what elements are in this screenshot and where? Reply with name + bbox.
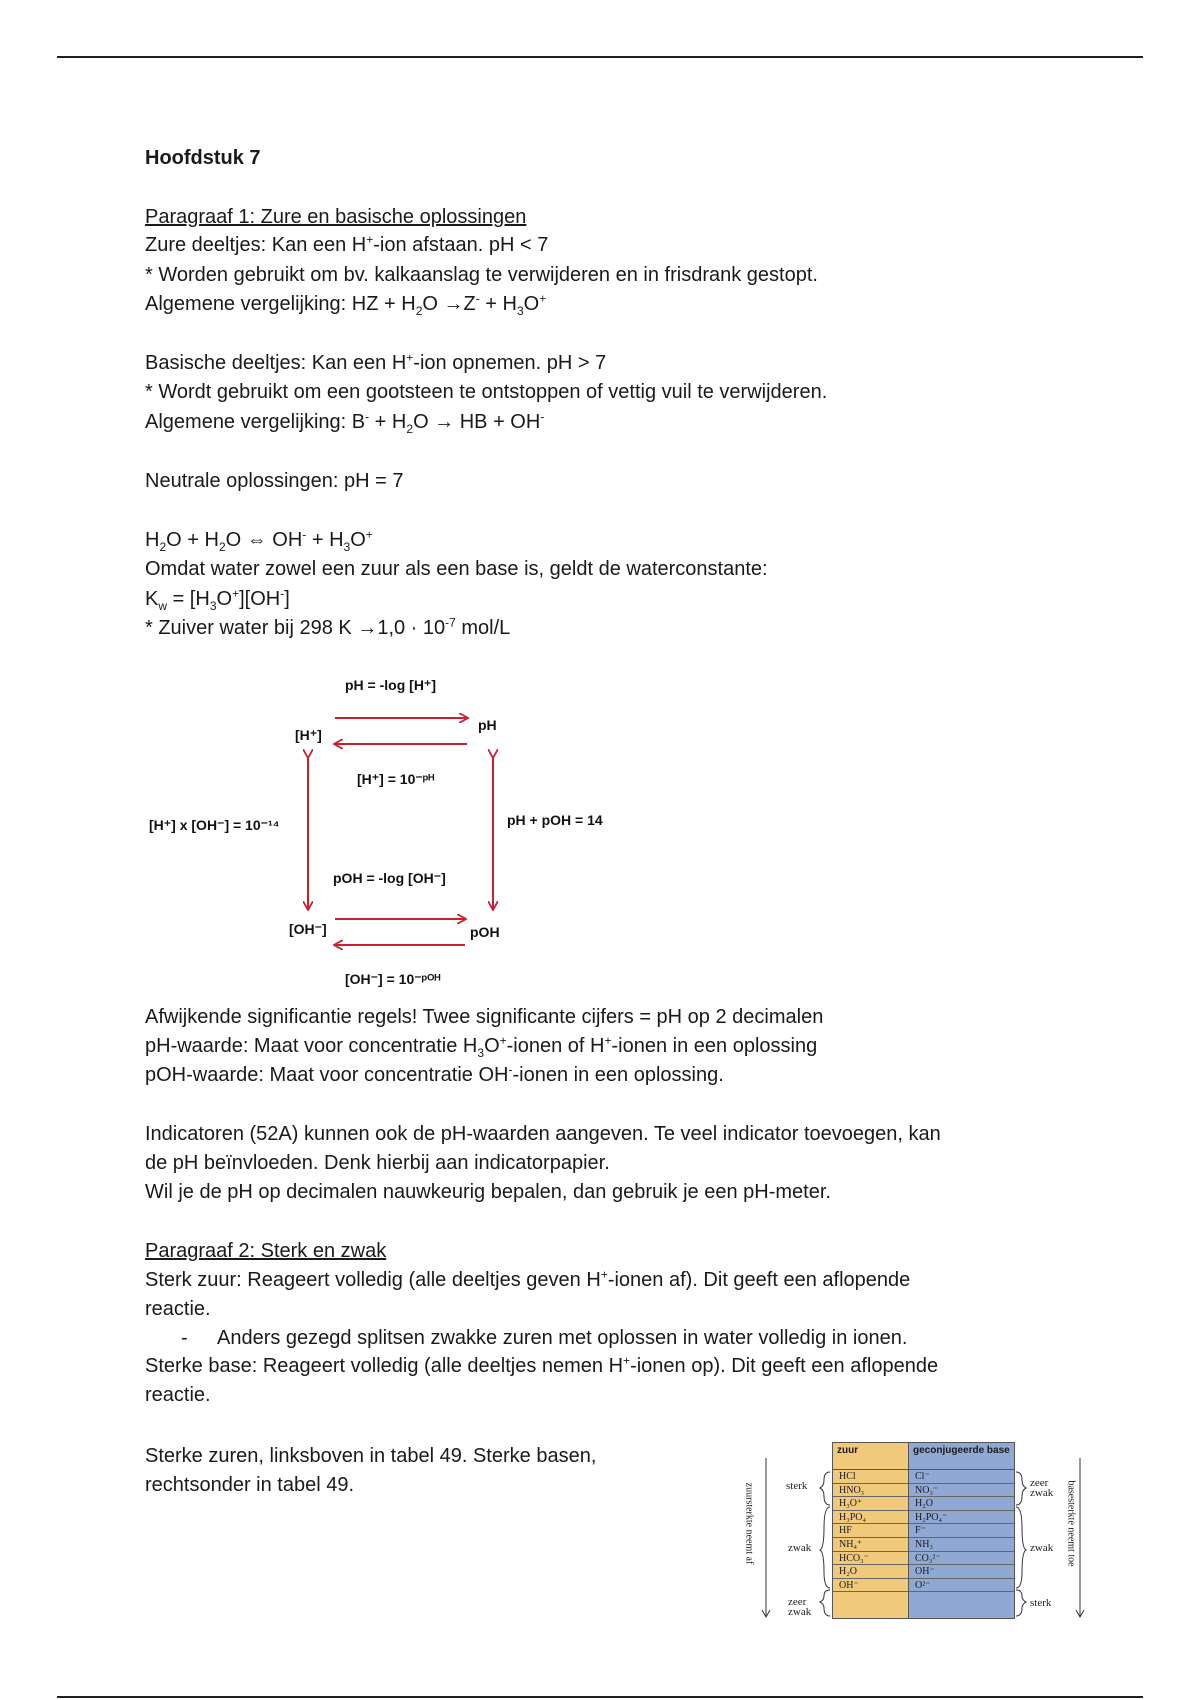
bullet-text: Anders gezegd splitsen zwakke zuren met oplossen in water volledig in ionen. — [217, 1327, 908, 1349]
acid-strength-axis: zuursterkte neemt af — [743, 1482, 755, 1565]
base-cell: NO₃⁻ — [909, 1484, 1014, 1498]
base-cell: OH⁻ — [909, 1565, 1014, 1579]
acid-cell: H₃O⁺ — [833, 1497, 908, 1511]
left-strong-label: sterk — [786, 1480, 808, 1492]
base-cell: CO₃²⁻ — [909, 1552, 1014, 1566]
significance-rule: Afwijkende significantie regels! Twee significante cijfers = pH op 2 decimalen — [145, 1006, 824, 1028]
neutral-solutions: Neutrale oplossingen: pH = 7 — [145, 470, 404, 492]
acid-cell: H₃PO₄ — [833, 1511, 908, 1525]
acid-column-header: zuur — [833, 1443, 908, 1470]
water-equilibrium: $H_2O + H_2O$ ⇔ $OH^- + H_3O^+$ — [145, 527, 373, 554]
base-column — [908, 1442, 1015, 1619]
pure-water-note: * Zuiver water bij 298 $K \to 1,0 \cdot 10^{-7}$ mol/L — [145, 615, 511, 639]
water-constant-text: Omdat water zowel een zuur als een base is, geldt de waterconstante: — [145, 558, 768, 580]
ph-formula-label: pH = -log [H⁺] — [345, 677, 436, 693]
oh-concentration-node: [OH⁻] — [289, 921, 327, 937]
acid-equation: Algemene vergelijking: HZ + $H_2O \to Z^- + H_3O^+$ — [145, 291, 547, 318]
strong-base-line-1: Sterke base: Reageert volledig (alle deeltjes nemen H+-ionen op). Dit geeft een aflopende — [145, 1353, 939, 1377]
base-equation: Algemene vergelijking: $B^- + H_2O$ → HB + OH- — [145, 409, 545, 436]
acid-cell: HCO₃⁻ — [833, 1552, 908, 1566]
strong-acid-line-1: Sterk zuur: Reageert volledig (alle deeltjes geven H+-ionen af). Dit geeft een aflopende — [145, 1267, 911, 1291]
indicator-line-1: Indicatoren (52A) kunnen ook de pH-waarden aangeven. Te veel indicator toevoegen, kan — [145, 1123, 941, 1145]
bottom-rule — [57, 1696, 1143, 1698]
ph-poh-sum-label: pH + pOH = 14 — [507, 812, 603, 828]
acid-use: * Worden gebruikt om bv. kalkaanslag te verwijderen en in frisdrank gestopt. — [145, 264, 818, 286]
ion-product-label: [H⁺] x [OH⁻] = 10⁻¹⁴ — [149, 817, 280, 833]
top-rule — [57, 56, 1143, 58]
left-very-weak-label: zeer zwak — [788, 1596, 812, 1618]
acid-cell: H₂O — [833, 1565, 908, 1579]
base-cell: NH₃ — [909, 1538, 1014, 1552]
strong-base-line-2: reactie. — [145, 1384, 211, 1406]
section-1-title: Paragraaf 1: Zure en basische oplossingen — [145, 206, 527, 228]
acid-cell: NH₄⁺ — [833, 1538, 908, 1552]
ph-definition: pH-waarde: Maat voor concentratie $H_3O^+$-ionen of H+-ionen in een oplossing — [145, 1033, 818, 1060]
acid-base-table — [743, 1438, 1090, 1628]
bullet-dash: - — [181, 1327, 188, 1349]
left-weak-label: zwak — [788, 1542, 812, 1554]
base-definition: Basische deeltjes: Kan een H+-ion opnemen. pH > 7 — [145, 350, 607, 374]
oh-from-poh-label: [OH⁻] = 10⁻ᵖᴼᴴ — [345, 971, 441, 987]
base-cell: O²⁻ — [909, 1579, 1014, 1593]
acid-cell: HCl — [833, 1470, 908, 1484]
right-strong-label: sterk — [1030, 1597, 1052, 1609]
acid-column — [832, 1442, 909, 1619]
right-weak-label: zwak — [1030, 1542, 1054, 1554]
acid-cell: OH⁻ — [833, 1579, 908, 1593]
base-use: * Wordt gebruikt om een gootsteen te ontstoppen of vettig vuil te verwijderen. — [145, 381, 828, 403]
poh-formula-label: pOH = -log [OH⁻] — [333, 870, 446, 886]
kw-expression: $K_w = [H_3O^+][OH^-]$ — [145, 586, 290, 613]
acid-cell: HNO₃ — [833, 1484, 908, 1498]
base-strength-axis: basesterkte neemt toe — [1065, 1480, 1077, 1567]
acid-cell: HF — [833, 1524, 908, 1538]
base-cell: H₂O — [909, 1497, 1014, 1511]
ph-node: pH — [478, 717, 497, 733]
acid-definition: Zure deeltjes: Kan een H+-ion afstaan. pH < 7 — [145, 232, 549, 256]
poh-definition: pOH-waarde: Maat voor concentratie OH--ionen in een oplossing. — [145, 1062, 724, 1086]
chapter-heading: Hoofdstuk 7 — [145, 147, 261, 169]
base-cell: Cl⁻ — [909, 1470, 1014, 1484]
ph-poh-diagram — [145, 665, 665, 995]
section-2-title: Paragraaf 2: Sterk en zwak — [145, 1240, 387, 1262]
table-reference-2: rechtsonder in tabel 49. — [145, 1474, 355, 1496]
base-column-header: geconjugeerde base — [909, 1443, 1014, 1470]
indicator-line-2: de pH beïnvloeden. Denk hierbij aan indicatorpapier. — [145, 1152, 610, 1174]
base-cell: F⁻ — [909, 1524, 1014, 1538]
base-cell: H₂PO₄⁻ — [909, 1511, 1014, 1525]
table-reference-1: Sterke zuren, linksboven in tabel 49. Sterke basen, — [145, 1445, 597, 1467]
right-very-weak-label: zeer zwak — [1030, 1477, 1054, 1499]
indicator-line-3: Wil je de pH op decimalen nauwkeurig bepalen, dan gebruik je een pH-meter. — [145, 1181, 831, 1203]
strong-acid-line-2: reactie. — [145, 1298, 211, 1320]
poh-node: pOH — [470, 924, 500, 940]
h-from-ph-label: [H⁺] = 10⁻ᵖᴴ — [357, 771, 435, 787]
h-concentration-node: [H⁺] — [295, 727, 322, 743]
